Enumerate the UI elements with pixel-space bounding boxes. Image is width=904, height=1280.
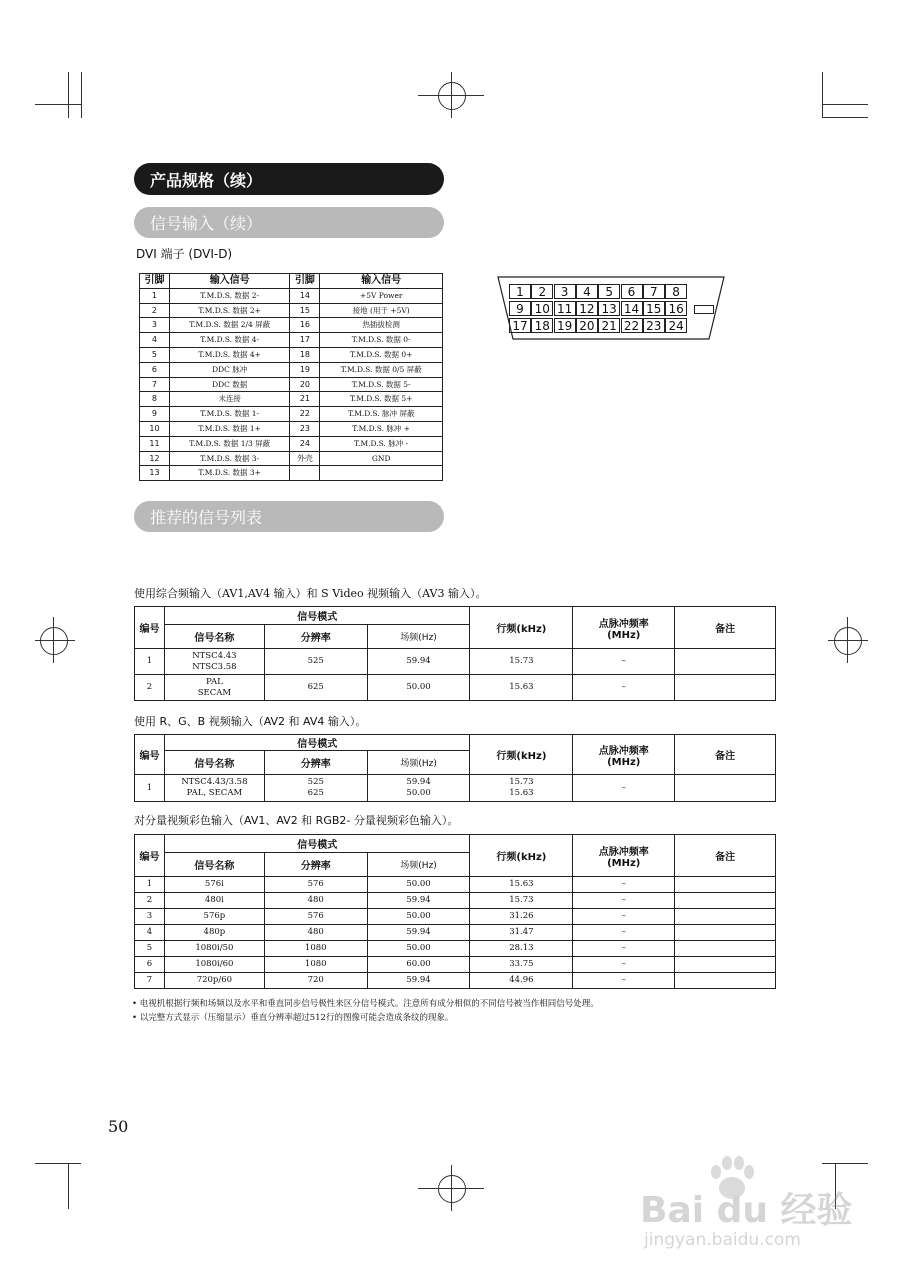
cell-remark xyxy=(675,925,776,941)
cell-no: 7 xyxy=(135,973,165,989)
col-signal: 输入信号 xyxy=(320,274,443,289)
pin-signal: T.M.D.S. 脉冲 屏蔽 xyxy=(320,407,443,422)
cell-field: 50.00 xyxy=(367,909,470,925)
pin-signal: DDC 脉冲 xyxy=(169,362,290,377)
pin-row xyxy=(140,377,443,392)
th-dot: 点脉冲频率 (MHz) xyxy=(573,735,675,775)
th-res: 分辨率 xyxy=(264,751,367,775)
connector-pin: 8 xyxy=(665,284,687,299)
th-mode: 信号模式 xyxy=(164,735,470,751)
pin-signal: T.M.D.S. 数据 5+ xyxy=(320,392,443,407)
pin-number: 4 xyxy=(140,333,170,348)
cell-field: 50.00 xyxy=(367,877,470,893)
pin-number: 17 xyxy=(290,333,320,348)
cell-field: 59.94 xyxy=(367,649,470,675)
cell-res: 576 xyxy=(264,909,367,925)
pin-number: 21 xyxy=(290,392,320,407)
cell-line: 15.73 xyxy=(470,893,573,909)
connector-pin: 6 xyxy=(621,284,643,299)
cell-name: 1080i/60 xyxy=(164,957,264,973)
pin-number: 24 xyxy=(290,436,320,451)
pin-number: 11 xyxy=(140,436,170,451)
connector-pin: 10 xyxy=(531,301,553,316)
connector-pin: 12 xyxy=(576,301,598,316)
cell-line: 31.47 xyxy=(470,925,573,941)
pin-number: 6 xyxy=(140,362,170,377)
pin-row xyxy=(140,436,443,451)
pin-signal xyxy=(320,466,443,481)
pin-signal: T.M.D.S. 数据 2+ xyxy=(169,303,290,318)
pin-row xyxy=(140,347,443,362)
note-2: • 以完整方式显示（压缩显示）垂直分辨率超过512行的图像可能会造成条纹的现象。 xyxy=(132,1013,454,1023)
table-row xyxy=(135,675,776,701)
pin-signal: 接地 (用于 +5V) xyxy=(320,303,443,318)
col-pin: 引脚 xyxy=(290,274,320,289)
cell-line: 15.73 15.63 xyxy=(470,775,573,802)
cell-res: 625 xyxy=(264,675,367,701)
cell-name: 1080i/50 xyxy=(164,941,264,957)
pin-row xyxy=(140,392,443,407)
pin-signal: T.M.D.S. 数据 0- xyxy=(320,333,443,348)
th-res: 分辨率 xyxy=(264,625,367,649)
cell-dot: – xyxy=(573,675,675,701)
th-line: 行频(kHz) xyxy=(470,835,573,877)
connector-pin: 21 xyxy=(598,318,620,333)
cell-name: 720p/60 xyxy=(164,973,264,989)
pin-number: 14 xyxy=(290,288,320,303)
pin-signal: 未连接 xyxy=(169,392,290,407)
cell-line: 28.13 xyxy=(470,941,573,957)
cell-field: 60.00 xyxy=(367,957,470,973)
th-no: 编号 xyxy=(135,835,165,877)
th-line: 行频(kHz) xyxy=(470,735,573,775)
pin-signal: +5V Power xyxy=(320,288,443,303)
cell-dot: – xyxy=(573,909,675,925)
cell-remark xyxy=(675,877,776,893)
pin-signal: T.M.D.S. 数据 2- xyxy=(169,288,290,303)
connector-pin: 5 xyxy=(598,284,620,299)
cell-line: 44.96 xyxy=(470,973,573,989)
cell-res: 525 625 xyxy=(264,775,367,802)
pin-number: 5 xyxy=(140,347,170,362)
pin-number: 13 xyxy=(140,466,170,481)
pin-number: 16 xyxy=(290,318,320,333)
pin-number: 7 xyxy=(140,377,170,392)
pin-signal: GND xyxy=(320,451,443,466)
caption-av: 使用综合频输入（AV1,AV4 输入）和 S Video 视频输入（AV3 输入）。 xyxy=(134,587,487,600)
cell-field: 59.94 50.00 xyxy=(367,775,470,802)
connector-pin: 2 xyxy=(531,284,553,299)
pin-number: 12 xyxy=(140,451,170,466)
cell-no: 4 xyxy=(135,925,165,941)
cell-remark xyxy=(675,909,776,925)
connector-pin: 22 xyxy=(621,318,643,333)
cell-line: 31.26 xyxy=(470,909,573,925)
caption-component: 对分量视频彩色输入（AV1、AV2 和 RGB2- 分量视频彩色输入）。 xyxy=(134,814,459,827)
dvi-pin-table xyxy=(139,273,443,481)
pin-row xyxy=(140,362,443,377)
cell-remark xyxy=(675,941,776,957)
pin-signal: T.M.D.S. 数据 4+ xyxy=(169,347,290,362)
cell-remark xyxy=(675,893,776,909)
cell-field: 59.94 xyxy=(367,925,470,941)
cell-dot: – xyxy=(573,925,675,941)
cell-field: 50.00 xyxy=(367,941,470,957)
cell-name: NTSC4.43/3.58 PAL, SECAM xyxy=(164,775,264,802)
spec-header: 产品规格（续） xyxy=(134,163,444,195)
pin-signal: T.M.D.S. 数据 5- xyxy=(320,377,443,392)
cell-name: 480i xyxy=(164,893,264,909)
th-field: 场频(Hz) xyxy=(367,853,470,877)
pin-row xyxy=(140,288,443,303)
dvi-connector-diagram xyxy=(497,276,725,340)
cell-res: 1080 xyxy=(264,941,367,957)
cell-field: 59.94 xyxy=(367,893,470,909)
cell-field: 59.94 xyxy=(367,973,470,989)
cell-no: 5 xyxy=(135,941,165,957)
pin-signal: T.M.D.S. 数据 0/5 屏蔽 xyxy=(320,362,443,377)
page-number: 50 xyxy=(108,1117,129,1136)
cell-name: 576i xyxy=(164,877,264,893)
pin-row xyxy=(140,407,443,422)
connector-pin: 3 xyxy=(554,284,576,299)
caption-rgb: 使用 R、G、B 视频输入（AV2 和 AV4 输入）。 xyxy=(134,715,367,728)
pin-signal: T.M.D.S. 数据 4- xyxy=(169,333,290,348)
pin-signal: T.M.D.S. 脉冲 + xyxy=(320,421,443,436)
pin-signal: T.M.D.S. 数据 0+ xyxy=(320,347,443,362)
pin-number: 2 xyxy=(140,303,170,318)
th-mode: 信号模式 xyxy=(164,607,470,625)
connector-pin: 4 xyxy=(576,284,598,299)
table-row xyxy=(135,973,776,989)
pin-row xyxy=(140,421,443,436)
th-no: 编号 xyxy=(135,735,165,775)
pin-signal: T.M.D.S. 数据 3+ xyxy=(169,466,290,481)
pin-number: 3 xyxy=(140,318,170,333)
cell-remark xyxy=(675,649,776,675)
pin-number xyxy=(290,466,320,481)
pin-row xyxy=(140,451,443,466)
connector-pin: 19 xyxy=(554,318,576,333)
connector-pin: 13 xyxy=(598,301,620,316)
cell-line: 33.75 xyxy=(470,957,573,973)
cell-field: 50.00 xyxy=(367,675,470,701)
table-row xyxy=(135,893,776,909)
cell-no: 1 xyxy=(135,775,165,802)
pin-signal: 热插拔检测 xyxy=(320,318,443,333)
connector-pin: 17 xyxy=(509,318,531,333)
connector-blade xyxy=(694,305,714,314)
connector-pin: 15 xyxy=(643,301,665,316)
th-line: 行频(kHz) xyxy=(470,607,573,649)
th-name: 信号名称 xyxy=(164,853,264,877)
pin-number: 8 xyxy=(140,392,170,407)
signal-table-component xyxy=(134,834,776,989)
pin-number: 23 xyxy=(290,421,320,436)
cell-name: 480p xyxy=(164,925,264,941)
th-remark: 备注 xyxy=(675,835,776,877)
note-1: • 电视机根据行频和场频以及水平和垂直同步信号极性来区分信号模式。注意所有成分相似的不同信号被当作相同信号处理。 xyxy=(132,999,599,1009)
connector-pin: 1 xyxy=(509,284,531,299)
cell-line: 15.63 xyxy=(470,877,573,893)
cell-name: 576p xyxy=(164,909,264,925)
pin-signal: T.M.D.S. 脉冲 - xyxy=(320,436,443,451)
table-row xyxy=(135,775,776,802)
signal-table-rgb xyxy=(134,734,776,802)
th-mode: 信号模式 xyxy=(164,835,470,853)
cell-no: 1 xyxy=(135,877,165,893)
table-row xyxy=(135,957,776,973)
col-signal: 输入信号 xyxy=(169,274,290,289)
cell-line: 15.63 xyxy=(470,675,573,701)
cell-remark xyxy=(675,675,776,701)
pin-signal: T.M.D.S. 数据 2/4 屏蔽 xyxy=(169,318,290,333)
cell-no: 3 xyxy=(135,909,165,925)
connector-pin: 11 xyxy=(554,301,576,316)
th-remark: 备注 xyxy=(675,607,776,649)
pin-number: 外壳 xyxy=(290,451,320,466)
connector-pin: 23 xyxy=(643,318,665,333)
pin-number: 9 xyxy=(140,407,170,422)
col-pin: 引脚 xyxy=(140,274,170,289)
pin-number: 19 xyxy=(290,362,320,377)
cell-dot: – xyxy=(573,957,675,973)
th-no: 编号 xyxy=(135,607,165,649)
pin-signal: T.M.D.S. 数据 1+ xyxy=(169,421,290,436)
cell-res: 525 xyxy=(264,649,367,675)
cell-res: 720 xyxy=(264,973,367,989)
connector-pin: 7 xyxy=(643,284,665,299)
cell-res: 576 xyxy=(264,877,367,893)
cell-no: 2 xyxy=(135,675,165,701)
dvi-title: DVI 端子 (DVI-D) xyxy=(136,247,233,261)
th-dot: 点脉冲频率 (MHz) xyxy=(573,607,675,649)
th-res: 分辨率 xyxy=(264,853,367,877)
connector-pin: 14 xyxy=(621,301,643,316)
connector-pin: 18 xyxy=(531,318,553,333)
table-row xyxy=(135,941,776,957)
pin-row xyxy=(140,333,443,348)
cell-res: 480 xyxy=(264,925,367,941)
cell-dot: – xyxy=(573,775,675,802)
pin-number: 15 xyxy=(290,303,320,318)
th-remark: 备注 xyxy=(675,735,776,775)
cell-dot: – xyxy=(573,649,675,675)
cell-res: 480 xyxy=(264,893,367,909)
cell-remark xyxy=(675,973,776,989)
pin-row xyxy=(140,303,443,318)
pin-signal: DDC 数据 xyxy=(169,377,290,392)
pin-signal: T.M.D.S. 数据 1/3 屏蔽 xyxy=(169,436,290,451)
recommended-header: 推荐的信号列表 xyxy=(134,501,444,532)
cell-no: 2 xyxy=(135,893,165,909)
connector-pin: 20 xyxy=(576,318,598,333)
pin-number: 10 xyxy=(140,421,170,436)
pin-number: 22 xyxy=(290,407,320,422)
watermark-url: jingyan.baidu.com xyxy=(644,1230,801,1250)
cell-no: 6 xyxy=(135,957,165,973)
cell-name: PAL SECAM xyxy=(164,675,264,701)
cell-name: NTSC4.43 NTSC3.58 xyxy=(164,649,264,675)
cell-res: 1080 xyxy=(264,957,367,973)
th-field: 场频(Hz) xyxy=(367,751,470,775)
th-field: 场频(Hz) xyxy=(367,625,470,649)
pin-number: 1 xyxy=(140,288,170,303)
watermark-brand: Bai du 经验 xyxy=(640,1190,853,1231)
th-name: 信号名称 xyxy=(164,625,264,649)
connector-pin: 24 xyxy=(665,318,687,333)
signal-table-av xyxy=(134,606,776,701)
cell-remark xyxy=(675,957,776,973)
th-dot: 点脉冲频率 (MHz) xyxy=(573,835,675,877)
pin-signal: T.M.D.S. 数据 3- xyxy=(169,451,290,466)
pin-row xyxy=(140,466,443,481)
table-row xyxy=(135,877,776,893)
pin-number: 18 xyxy=(290,347,320,362)
pin-signal: T.M.D.S. 数据 1- xyxy=(169,407,290,422)
pin-row xyxy=(140,318,443,333)
connector-pin: 9 xyxy=(509,301,531,316)
th-name: 信号名称 xyxy=(164,751,264,775)
table-row xyxy=(135,925,776,941)
pin-number: 20 xyxy=(290,377,320,392)
cell-dot: – xyxy=(573,877,675,893)
table-row xyxy=(135,909,776,925)
connector-pin: 16 xyxy=(665,301,687,316)
baidu-watermark xyxy=(640,1160,870,1260)
table-row xyxy=(135,649,776,675)
cell-dot: – xyxy=(573,973,675,989)
cell-dot: – xyxy=(573,941,675,957)
cell-no: 1 xyxy=(135,649,165,675)
cell-line: 15.73 xyxy=(470,649,573,675)
cell-dot: – xyxy=(573,893,675,909)
cell-remark xyxy=(675,775,776,802)
signal-input-header: 信号输入（续） xyxy=(134,207,444,238)
